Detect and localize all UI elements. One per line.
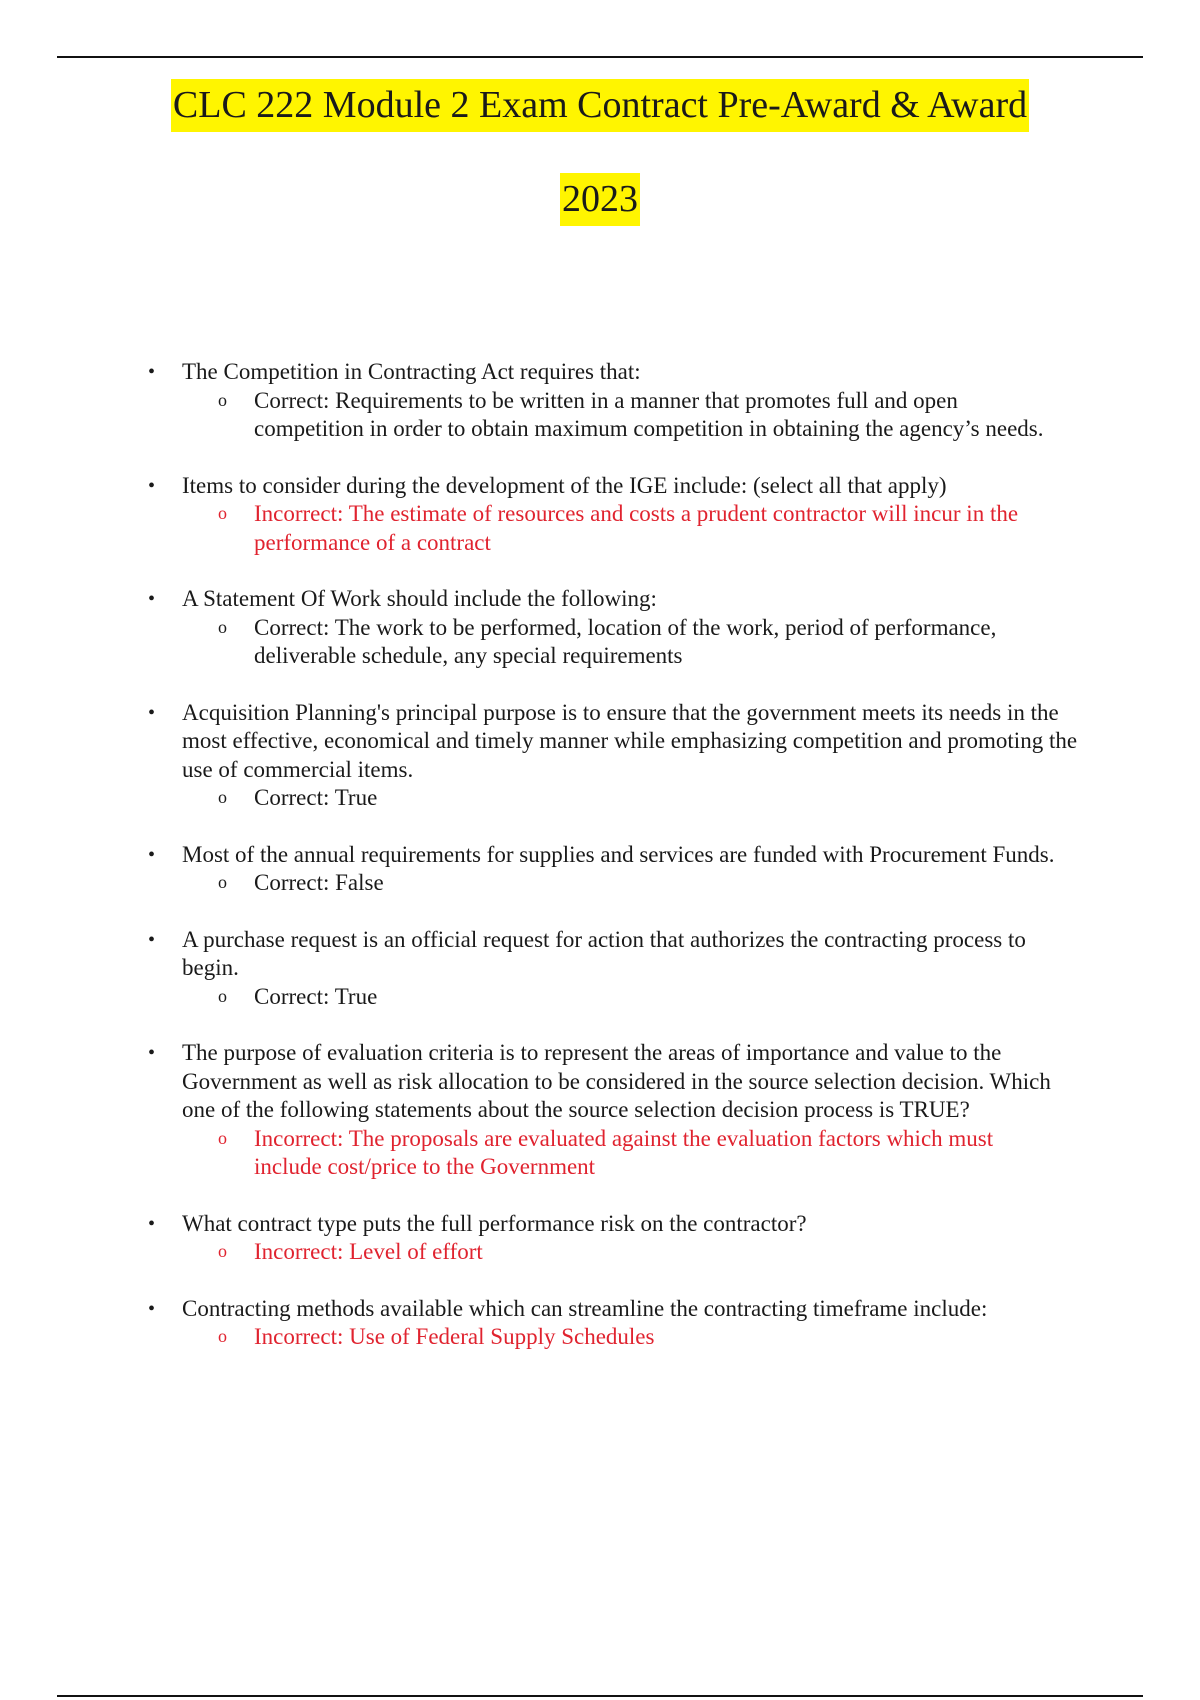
title-line-1: [0, 86, 1200, 124]
answer-text: o Correct: The work to be performed, location of the work, period of performance, deliverable schedule, any special requirements: [254, 614, 1044, 671]
question-item: [0, 841, 1200, 898]
question-text: • The Competition in Contracting Act requires that:: [182, 358, 1082, 387]
question-item: [0, 585, 1200, 671]
question-text: • Most of the annual requirements for supplies and services are funded with Procurement Funds.: [182, 841, 1082, 870]
answer-text: o Incorrect: Use of Federal Supply Schedules: [254, 1323, 1044, 1352]
question-text: • A purchase request is an official request for action that authorizes the contracting process to begin.: [182, 926, 1082, 983]
question-text: • A Statement Of Work should include the following:: [182, 585, 1082, 614]
title-line-2: [0, 180, 1200, 218]
answer-text: o Correct: True: [254, 983, 1044, 1012]
answer-text: o Incorrect: Level of effort: [254, 1238, 1044, 1267]
question-item: [0, 926, 1200, 1012]
answer-text: o Correct: False: [254, 869, 1044, 898]
top-rule: [57, 56, 1143, 58]
question-text: • The purpose of evaluation criteria is to represent the areas of importance and value to the Government as well as risk allocation to be considered in the source selection decision. Which one of the following statements about the source selection decision process is TRUE?: [182, 1039, 1082, 1125]
question-text: • Items to consider during the development of the IGE include: (select all that apply): [182, 472, 1082, 501]
answer-text: o Incorrect: The estimate of resources and costs a prudent contractor will incur in the performance of a contract: [254, 500, 1044, 557]
question-item: [0, 472, 1200, 558]
question-item: [0, 1039, 1200, 1182]
answer-text: o Correct: Requirements to be written in a manner that promotes full and open competition in order to obtain maximum competition in obtaining the agency’s needs.: [254, 387, 1044, 444]
question-text: • Acquisition Planning's principal purpose is to ensure that the government meets its needs in the most effective, economical and timely manner while emphasizing competition and promoting the use of commercial items.: [182, 699, 1082, 785]
question-text: • Contracting methods available which can streamline the contracting timeframe include:: [182, 1295, 1082, 1324]
question-item: [0, 699, 1200, 813]
bottom-rule: [57, 1695, 1143, 1697]
title-text-1: CLC 222 Module 2 Exam Contract Pre-Award & Award: [171, 79, 1029, 132]
answer-text: o Correct: True: [254, 784, 1044, 813]
title-text-2: 2023: [560, 173, 640, 226]
question-list: [0, 358, 1200, 1380]
question-text: • What contract type puts the full performance risk on the contractor?: [182, 1210, 1082, 1239]
question-item: [0, 1295, 1200, 1352]
answer-text: o Incorrect: The proposals are evaluated against the evaluation factors which must include cost/price to the Government: [254, 1125, 1044, 1182]
question-item: [0, 1210, 1200, 1267]
question-item: [0, 358, 1200, 444]
